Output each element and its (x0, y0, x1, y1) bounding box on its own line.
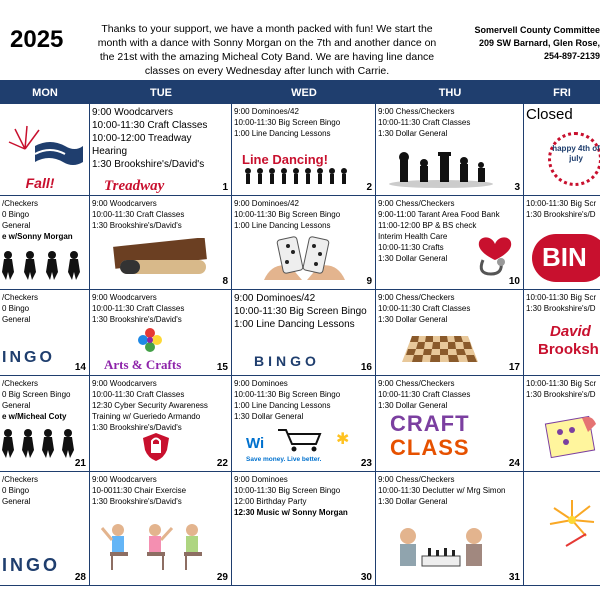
dancers-silhouette (0, 250, 88, 283)
event-line: 10:00-11:30 Craft Classes (378, 304, 471, 313)
class-title: CLASS (390, 435, 470, 460)
event-line: 0 Bingo (2, 486, 30, 495)
cell-r2-tue (90, 196, 232, 290)
day-number: 2 (366, 182, 372, 193)
cell-r2-mon (0, 196, 90, 290)
event-line: e w/Micheal Coty (2, 412, 67, 421)
chess-pieces-icon (386, 148, 496, 191)
closed-label: Closed (526, 106, 573, 123)
day-number: 9 (366, 276, 372, 287)
cell-r1-fri (524, 104, 600, 196)
dancers-silhouette (0, 428, 80, 461)
event-line: 10:00-11:30 Big Scr (526, 379, 597, 388)
bingo-balls-text: BINGO (254, 353, 320, 369)
cell-r2-thu (376, 196, 524, 290)
event-line: 10:00-11:30 Big Screen Bingo (234, 210, 341, 219)
event-line: 11:00-12:00 BP & BS check (378, 221, 477, 230)
event-line: 9:00 Chess/Checkers (378, 475, 455, 484)
event-line: Training w/ Gueriedo Armando (92, 412, 201, 421)
event-line: 1:00 Line Dancing Lessons (234, 319, 355, 330)
weekday-fri: FRI (553, 87, 571, 99)
walmart-slogan: Save money. Live better. (246, 456, 322, 463)
line-dancing-title: Line Dancing! (242, 152, 328, 167)
event-line: 9:00 Dominoes (234, 475, 288, 484)
event-line: 10:00-11:30 Big Screen Bingo (234, 486, 341, 495)
bingo-balls-text: INGO (2, 349, 55, 366)
chess-players-illustration (396, 522, 486, 577)
cell-r3-mon (0, 290, 90, 376)
event-line: 10:00-11:30 Craft Classes (92, 120, 208, 131)
weekday-tue: TUE (150, 87, 172, 99)
weekday-wed: WED (291, 87, 317, 99)
event-line: 10:00-11:30 Craft Classes (92, 210, 185, 219)
event-line: 10:00-11:30 Craft Classes (92, 304, 185, 313)
day-number: 10 (508, 276, 520, 287)
woodcarving-tools-image (110, 238, 210, 283)
event-line: 1:30 Brookshire's/D (526, 210, 596, 219)
cell-r3-wed (232, 290, 376, 376)
brookshires-logo: Brooksh (538, 341, 599, 358)
event-line: 9:00 Chess/Checkers (378, 379, 455, 388)
cell-r5-wed (232, 472, 376, 586)
chair-exercise-illustration (100, 520, 210, 575)
walmart-spark-icon: ✱ (336, 431, 350, 448)
event-line: 1:30 Dollar General (378, 401, 448, 410)
event-line: e w/Sonny Morgan (2, 232, 73, 241)
event-line: General (2, 315, 31, 324)
event-line: /Checkers (2, 199, 39, 208)
event-line: 1:30 Dollar General (378, 129, 448, 138)
day-number: 16 (360, 362, 372, 373)
cell-r2-fri (524, 196, 600, 290)
event-line-highlight: 12:30 Music w/ Sonny Morgan (234, 508, 348, 517)
cell-r4-wed (232, 376, 376, 472)
day-number: 24 (508, 458, 520, 469)
craft-title: CRAFT (390, 411, 470, 436)
event-line: 10-0011:30 Chair Exercise (92, 486, 187, 495)
event-line: 1:30 Brookshire's/David's (92, 423, 182, 432)
cell-r5-tue (90, 472, 232, 586)
event-line: General (2, 497, 31, 506)
event-line: 9:00 Woodcarvers (92, 107, 173, 118)
cell-r1-tue (90, 104, 232, 196)
bingo-logo-text: BIN (542, 242, 587, 272)
cell-r1-wed (232, 104, 376, 196)
event-line: 9:00 Woodcarvers (92, 293, 157, 302)
intro-text: Thanks to your support, we have a month packed with fun! We start the month with a dance with Sonny Morgan on the 7th and another dance on the 21st with the amazing Micheal Coty Band. We are having line dance classes on every Wednesday after lunch with Carrie. (97, 23, 437, 77)
cell-r1-thu (376, 104, 524, 196)
cell-r3-tue (90, 290, 232, 376)
event-line: 9:00 Dominoes (234, 379, 288, 388)
event-line: Interim Health Care (378, 232, 448, 241)
cell-r5-thu (376, 472, 524, 586)
cell-r5-mon (0, 472, 90, 586)
event-line: 1:30 Dollar General (378, 254, 448, 263)
day-number: 31 (508, 572, 520, 583)
event-line: 1:30 Brookshire's/David's (92, 315, 182, 324)
day-number: 8 (222, 276, 228, 287)
event-line: General (2, 221, 31, 230)
event-line: 12:00 Birthday Party (234, 497, 307, 506)
event-line: 0 Bingo (2, 304, 30, 313)
event-line: 9:00 Dominoes/42 (234, 199, 299, 208)
day-number: 15 (216, 362, 228, 373)
event-line: 10:00-11:30 Craft Classes (92, 390, 185, 399)
event-line: 9:00 Woodcarvers (92, 379, 157, 388)
org-address: 209 SW Barnard, Glen Rose, (478, 38, 600, 48)
event-line: 9:00 Woodcarvers (92, 199, 157, 208)
cell-r4-mon (0, 376, 90, 472)
day-number: 17 (508, 362, 520, 373)
event-line: 12:30 Cyber Security Awareness (92, 401, 208, 410)
day-number: 28 (74, 572, 86, 583)
arts-crafts-logo: Arts & Crafts (104, 357, 182, 372)
day-number: 14 (74, 362, 86, 373)
event-line: 10:00-11:30 Big Scr (526, 199, 597, 208)
cell-r2-wed (232, 196, 376, 290)
event-line: 10:00-11:30 Crafts (378, 243, 444, 252)
event-line: 9:00 Woodcarvers (92, 475, 157, 484)
event-line: 1:30 Dollar General (378, 497, 448, 506)
event-line: 10:00-11:30 Big Scr (526, 293, 597, 302)
event-line: /Checkers (2, 293, 39, 302)
dancers-silhouette (242, 167, 357, 192)
event-line: 0 Big Screen Bingo (2, 390, 71, 399)
calendar-grid (0, 80, 600, 586)
treadway-logo: Treadway (104, 178, 165, 194)
event-line: 1:30 Dollar General (234, 412, 304, 421)
event-line: 9:00 Dominoes/42 (234, 293, 316, 304)
dominoes-hands-image (262, 232, 347, 285)
shopping-cart-icon (276, 426, 324, 455)
weekday-thu: THU (438, 87, 462, 99)
bingo-card-illustration (542, 410, 600, 465)
checkerboard-image (402, 336, 478, 365)
event-line: 1:30 Brookshire's/D (526, 304, 596, 313)
cell-r1-mon (0, 104, 90, 196)
bingo-balls-text: INGO (2, 555, 61, 575)
event-line: 1:00 Line Dancing Lessons (234, 129, 331, 138)
fall-flag-illustration (5, 124, 85, 177)
event-line: Hearing (92, 146, 128, 157)
event-line: General (2, 401, 31, 410)
org-phone: 254-897-2139 (543, 51, 600, 61)
flower-icon (138, 328, 162, 355)
event-line: 1:00 Line Dancing Lessons (234, 401, 331, 410)
event-line: 10:00-12:00 Treadway (92, 133, 192, 144)
day-number: 23 (360, 458, 372, 469)
day-number: 22 (216, 458, 228, 469)
event-line: 9:00 Chess/Checkers (378, 199, 455, 208)
event-line: 0 Bingo (2, 210, 30, 219)
day-number: 29 (216, 572, 228, 583)
cell-r3-thu (376, 290, 524, 376)
weekday-header-row (0, 82, 600, 104)
davids-logo: David (550, 323, 591, 340)
event-line: 9:00-11:00 Tarant Area Food Bank (378, 210, 500, 219)
event-line: 10:00-11:30 Big Screen Bingo (234, 390, 341, 399)
july4-text: happy 4th of july (552, 144, 600, 163)
day-number: 1 (222, 182, 228, 193)
fireworks-illustration (546, 494, 600, 557)
security-shield-icon (142, 432, 170, 465)
event-line: 10:00-11:30 Declutter w/ Mrg Simon (378, 486, 506, 495)
event-line: /Checkers (2, 379, 39, 388)
weekday-mon: MON (32, 87, 58, 99)
event-line: 1:30 Brookshire's/David's (92, 497, 182, 506)
fall-art-text: Fall! (25, 175, 55, 191)
calendar-year: 2025 (10, 26, 64, 53)
cell-r4-fri (524, 376, 600, 472)
event-line: 9:00 Chess/Checkers (378, 107, 455, 116)
event-line: 1:30 Brookshire's/David's (92, 221, 182, 230)
cell-r5-fri (524, 472, 600, 586)
cell-r4-thu (376, 376, 524, 472)
event-line: 1:30 Brookshire's/D (526, 390, 596, 399)
organization-block (450, 24, 600, 63)
day-number: 3 (514, 182, 520, 193)
day-number: 21 (74, 458, 86, 469)
event-line: 1:00 Line Dancing Lessons (234, 221, 331, 230)
event-line: 10:00-11:30 Big Screen Bingo (234, 306, 367, 317)
event-line: 1:30 Brookshire's/David's (92, 159, 205, 170)
cell-r4-tue (90, 376, 232, 472)
event-line: 10:00-11:30 Craft Classes (378, 390, 471, 399)
event-line: 9:00 Dominoes/42 (234, 107, 299, 116)
event-line: 1:30 Dollar General (378, 315, 448, 324)
cell-r3-fri (524, 290, 600, 376)
org-name: Somervell County Committee (474, 25, 600, 35)
event-line: 10:00-11:30 Big Screen Bingo (234, 118, 341, 127)
event-line: 10:00-11:30 Craft Classes (378, 118, 471, 127)
event-line: /Checkers (2, 475, 39, 484)
event-line: 9:00 Chess/Checkers (378, 293, 455, 302)
stethoscope-heart-icon (473, 230, 517, 281)
walmart-logo-text: Wi (246, 435, 265, 452)
day-number: 30 (360, 572, 372, 583)
